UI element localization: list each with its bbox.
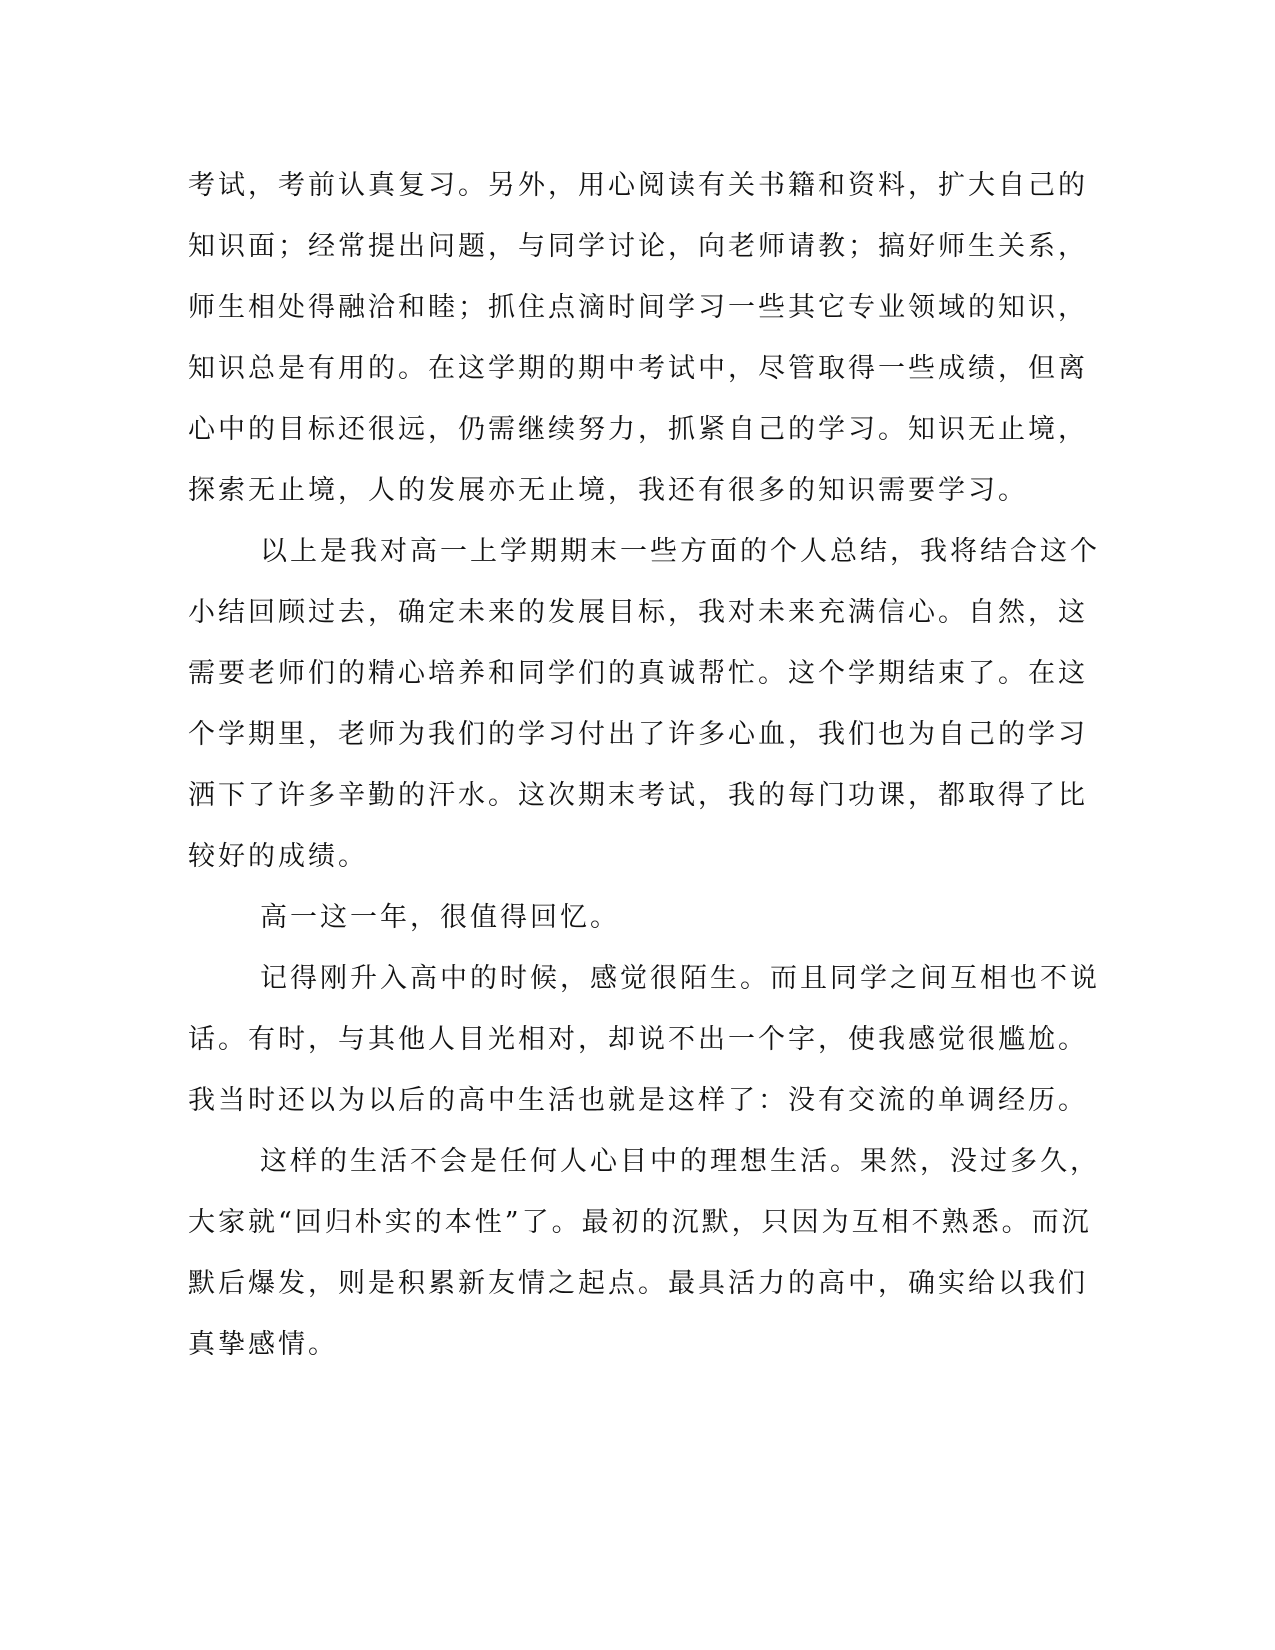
- text-line: 较好的成绩。: [188, 841, 368, 872]
- text-line: 个学期里，老师为我们的学习付出了许多心血，我们也为自己的学习: [188, 719, 1088, 750]
- text-line: 考试，考前认真复习。另外，用心阅读有关书籍和资料，扩大自己的: [188, 170, 1088, 201]
- text-line: 知识总是有用的。在这学期的期中考试中，尽管取得一些成绩，但离: [188, 353, 1088, 384]
- paragraph-start-line: 记得刚升入高中的时候，感觉很陌生。而且同学之间互相也不说: [260, 963, 1100, 994]
- text-line: 真挚感情。: [188, 1329, 338, 1360]
- text-line: 洒下了许多辛勤的汗水。这次期末考试，我的每门功课，都取得了比: [188, 780, 1088, 811]
- text-line: 需要老师们的精心培养和同学们的真诚帮忙。这个学期结束了。在这: [188, 658, 1088, 689]
- body-text: [188, 155, 1100, 1375]
- text-line: 大家就“回归朴实的本性”了。最初的沉默，只因为互相不熟悉。而沉: [188, 1207, 1092, 1238]
- text-line: 师生相处得融洽和睦；抓住点滴时间学习一些其它专业领域的知识，: [188, 292, 1088, 323]
- text-line: 我当时还以为以后的高中生活也就是这样了：没有交流的单调经历。: [188, 1085, 1088, 1116]
- paragraph-start-line: 高一这一年，很值得回忆。: [260, 902, 620, 933]
- text-line: 小结回顾过去，确定未来的发展目标，我对未来充满信心。自然，这: [188, 597, 1088, 628]
- text-line: 默后爆发，则是积累新友情之起点。最具活力的高中，确实给以我们: [188, 1268, 1088, 1299]
- paragraph-start-line: 这样的生活不会是任何人心目中的理想生活。果然，没过多久，: [260, 1146, 1100, 1177]
- text-line: 话。有时，与其他人目光相对，却说不出一个字，使我感觉很尴尬。: [188, 1024, 1088, 1055]
- paragraph-start-line: 以上是我对高一上学期期末一些方面的个人总结，我将结合这个: [260, 536, 1100, 567]
- text-line: 心中的目标还很远，仍需继续努力，抓紧自己的学习。知识无止境，: [188, 414, 1088, 445]
- text-line: 探索无止境，人的发展亦无止境，我还有很多的知识需要学习。: [188, 475, 1028, 506]
- text-line: 知识面；经常提出问题，与同学讨论，向老师请教；搞好师生关系，: [188, 231, 1088, 262]
